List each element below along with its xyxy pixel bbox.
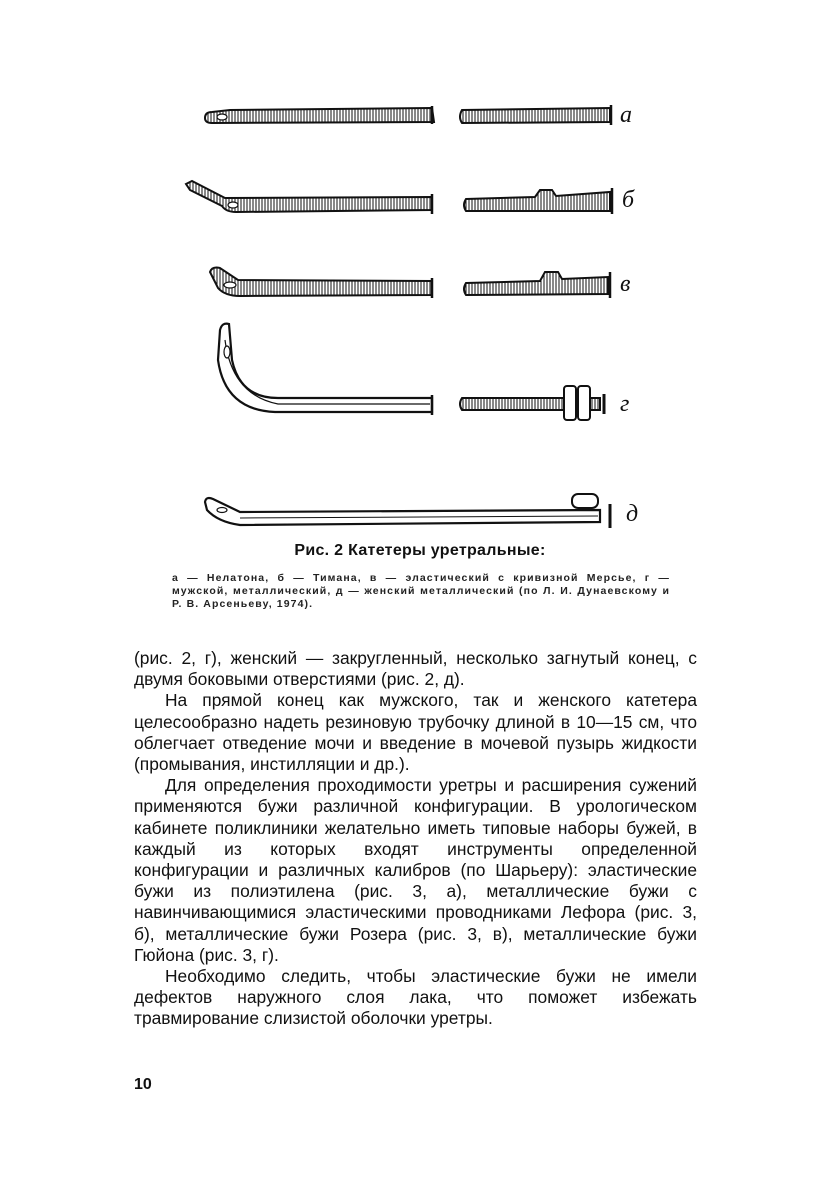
catheter-a-short bbox=[460, 105, 611, 125]
catheter-b-short bbox=[464, 188, 612, 214]
figure-title: Рис. 2 Катетеры уретральные: bbox=[294, 542, 546, 559]
catheter-a-long bbox=[205, 106, 434, 124]
paragraph: На прямой конец как мужского, так и женского катетера целесообразно надеть резиновую трубочку длиной в 10—15 см, что облегчает отведение мочи и введение в мочевой пузырь жидкости (промывания, инстилляции и др.). bbox=[134, 690, 697, 775]
page-number: 10 bbox=[134, 1076, 152, 1093]
figure-letter-d: д bbox=[626, 501, 639, 527]
figure-letter-g: г bbox=[620, 391, 630, 417]
catheter-d bbox=[205, 494, 610, 528]
figure-caption: а — Нелатона, б — Тимана, в — эластический с кривизной Мерсье, г — мужской, металлический, д — женский металлический (по Л. И. Дунаевскому и Р. В. Арсеньеву, 1974). bbox=[172, 572, 670, 610]
catheter-figure bbox=[0, 0, 840, 540]
body-text bbox=[134, 648, 697, 1030]
figure-letter-a: а bbox=[620, 102, 632, 128]
catheter-g-long bbox=[218, 324, 432, 415]
catheter-v-short bbox=[464, 272, 610, 298]
figure-letter-v: в bbox=[620, 271, 631, 297]
paragraph: Для определения проходимости уретры и расширения сужений применяются бужи различной конфигурации. В урологическом кабинете поликлиники желательно иметь типовые наборы бужей, в каждый из которых входят инструменты определенной конфигурации и различных калибров (по Шарьеру): эластические бужи из полиэтилена (рис. 3, а), металлические бужи с навинчивающимися эластическими проводниками Лефора (рис. 3, б), металлические бужи Розера (рис. 3, в), металлические бужи Гюйона (рис. 3, г). bbox=[134, 775, 697, 965]
catheter-b-long bbox=[186, 181, 432, 214]
paragraph: (рис. 2, г), женский — закругленный, несколько загнутый конец, с двумя боковыми отверстиями (рис. 2, д). bbox=[134, 648, 697, 690]
catheter-illustration bbox=[0, 0, 840, 540]
catheter-g-short bbox=[460, 386, 604, 420]
paragraph: Необходимо следить, чтобы эластические бужи не имели дефектов наружного слоя лака, что поможет избежать травмирование слизистой оболочки уретры. bbox=[134, 966, 697, 1029]
catheter-v-long bbox=[210, 268, 432, 299]
figure-letter-b: б bbox=[622, 187, 635, 213]
